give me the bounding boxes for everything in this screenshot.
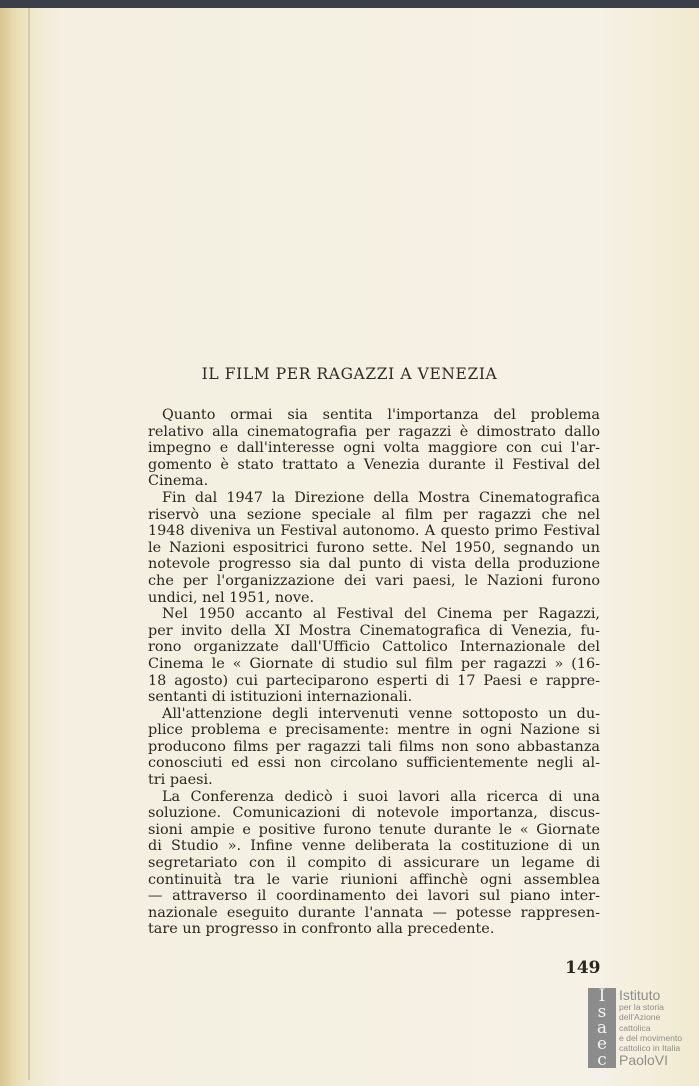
text-line: La Conferenza dedicò i suoi lavori alla ricerca di una bbox=[162, 788, 600, 805]
text-line: sentanti di istituzioni internazionali. bbox=[148, 689, 413, 706]
page-number: 149 bbox=[565, 958, 601, 978]
text-line: di Studio ». Infine venne deliberata la costituzione di un bbox=[148, 838, 600, 855]
logo-text-line: Istituto bbox=[619, 987, 661, 1003]
text-line: continuità tra le varie riunioni affinchè ogni assemblea bbox=[148, 871, 600, 888]
logo-text-line: per la storia bbox=[619, 1002, 664, 1012]
text-line: — attraverso il coordinamento dei lavori sul piano inter- bbox=[148, 888, 600, 905]
paragraph bbox=[148, 407, 600, 490]
text-line: tare un progresso in confronto alla precedente. bbox=[148, 921, 495, 938]
text-line: Cinema. bbox=[148, 473, 209, 490]
paragraph bbox=[148, 706, 600, 789]
book-spine-edge bbox=[28, 8, 30, 1080]
paragraph bbox=[148, 789, 600, 938]
logo-text-line: e del movimento bbox=[619, 1032, 683, 1043]
text-line: per invito della XI Mostra Cinematografica di Venezia, fu- bbox=[148, 622, 600, 639]
text-line: Nel 1950 accanto al Festival del Cinema per Ragazzi, bbox=[162, 606, 600, 623]
article-body bbox=[148, 407, 600, 938]
text-line: notevole progresso sia dal punto di vista della produzione bbox=[148, 556, 600, 573]
logo-text-line: cattolico in Italia bbox=[619, 1043, 681, 1054]
logo-text bbox=[619, 988, 692, 1067]
scan-top-edge bbox=[0, 0, 699, 8]
paragraph bbox=[148, 606, 600, 706]
text-line: Quanto ormai sia sentita l'importanza del problema bbox=[162, 407, 600, 423]
text-line: conosciuti ed essi non circolano sufficientemente negli al- bbox=[148, 755, 600, 772]
text-line: 18 agosto) cui parteciparono esperti di 17 Paesi e rappre- bbox=[148, 672, 600, 689]
text-line: soluzione. Comunicazioni di notevole importanza, discus- bbox=[148, 805, 600, 822]
text-line: gomento è stato trattato a Venezia durante il Festival del bbox=[148, 456, 600, 473]
text-line: riservò una sezione speciale al film per ragazzi che nel bbox=[148, 506, 600, 523]
text-line: producono films per ragazzi tali films non sono abbastanza bbox=[148, 738, 600, 755]
text-line: le Nazioni espositrici furono sette. Nel 1950, segnando un bbox=[148, 539, 600, 556]
text-line: rono organizzate dall'Ufficio Cattolico Internazionale del bbox=[148, 639, 600, 656]
text-line: che per l'organizzazione dei vari paesi, le Nazioni furono bbox=[148, 572, 600, 589]
paragraph bbox=[148, 490, 600, 606]
logo-text-line: dell'Azione cattolica bbox=[619, 1012, 661, 1033]
page-title: IL FILM PER RAGAZZI A VENEZIA bbox=[201, 365, 498, 383]
text-line: impegno e dall'interesse ogni volta maggiore con cui l'ar- bbox=[148, 440, 600, 457]
logo-text-line: PaoloVI bbox=[619, 1052, 669, 1069]
text-line: 1948 diveniva un Festival autonomo. A questo primo Festival bbox=[148, 523, 600, 540]
text-line: segretariato con il compito di assicurare un legame di bbox=[148, 855, 600, 872]
text-line: plice problema e precisamente: mentre in ogni Nazione si bbox=[148, 722, 600, 739]
text-line: All'attenzione degli intervenuti venne sottoposto un du- bbox=[162, 705, 600, 722]
text-line: Cinema le « Giornate di studio sul film per ragazzi » (16- bbox=[148, 655, 600, 672]
text-line: relativo alla cinematografia per ragazzi è dimostrato dallo bbox=[148, 423, 600, 440]
logo-mark: I s a e c m bbox=[588, 988, 616, 1068]
text-line: Fin dal 1947 la Direzione della Mostra Cinematografica bbox=[162, 489, 600, 506]
text-line: undici, nel 1951, nove. bbox=[148, 589, 315, 606]
isacem-logo-watermark bbox=[588, 986, 692, 1086]
text-line: sioni ampie e positive furono tenute durante le « Giornate bbox=[148, 821, 600, 838]
text-line: tri paesi. bbox=[148, 772, 213, 789]
text-line: nazionale eseguito durante l'annata — potesse rappresen- bbox=[148, 904, 600, 921]
